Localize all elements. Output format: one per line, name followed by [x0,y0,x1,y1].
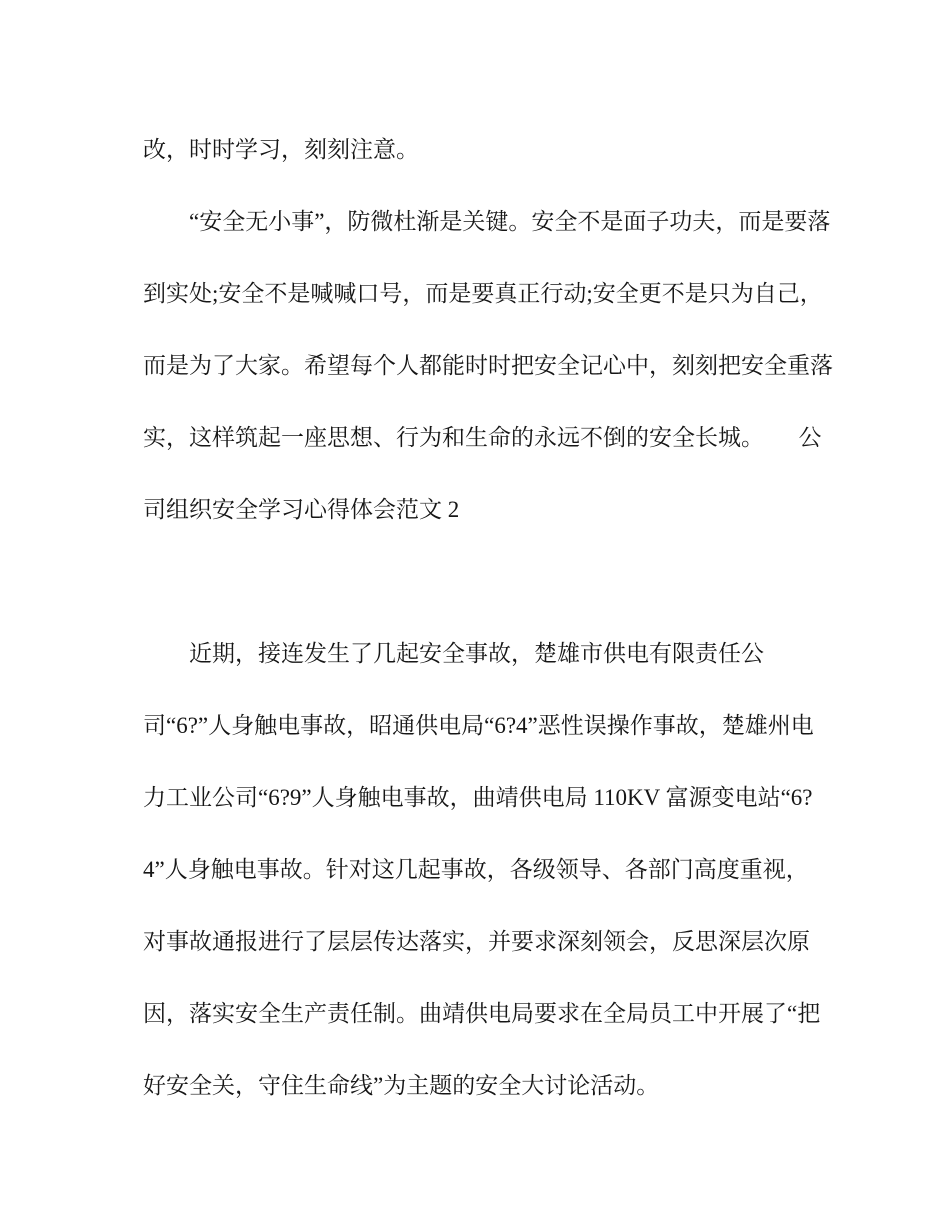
text-line: 改，时时学习，刻刻注意。 [143,137,419,162]
text-line: “安全无小事”，防微杜渐是关键。安全不是面子功夫，而是要落 [143,209,831,234]
document-text-block [143,114,833,1122]
text-line: 而是为了大家。希望每个人都能时时把安全记心中，刻刻把安全重落 [143,353,833,378]
text-line: 因，落实安全生产责任制。曲靖供电局要求在全局员工中开展了“把 [143,1001,821,1026]
text-line: 司“6?”人身触电事故，昭通供电局“6?4”恶性误操作事故，楚雄州电 [143,713,814,738]
text-line: 4”人身触电事故。针对这几起事故，各级领导、各部门高度重视， [143,857,809,882]
text-line: 好安全关，守住生命线”为主题的安全大讨论活动。 [143,1073,660,1098]
text-line: 到实处;安全不是喊喊口号，而是要真正行动;安全更不是只为自己， [143,281,823,306]
text-line: 对事故通报进行了层层传达落实，并要求深刻领会，反思深层次原 [143,929,810,954]
empty-line [143,546,833,618]
text-line: 力工业公司“6?9”人身触电事故，曲靖供电局 110KV 富源变电站“6? [143,785,813,810]
text-line: 近期，接连发生了几起安全事故，楚雄市供电有限责任公 [143,641,764,666]
text-line: 实，这样筑起一座思想、行为和生命的永远不倒的安全长城。 公 [143,425,822,450]
text-line: 司组织安全学习心得体会范文 2 [143,497,460,522]
